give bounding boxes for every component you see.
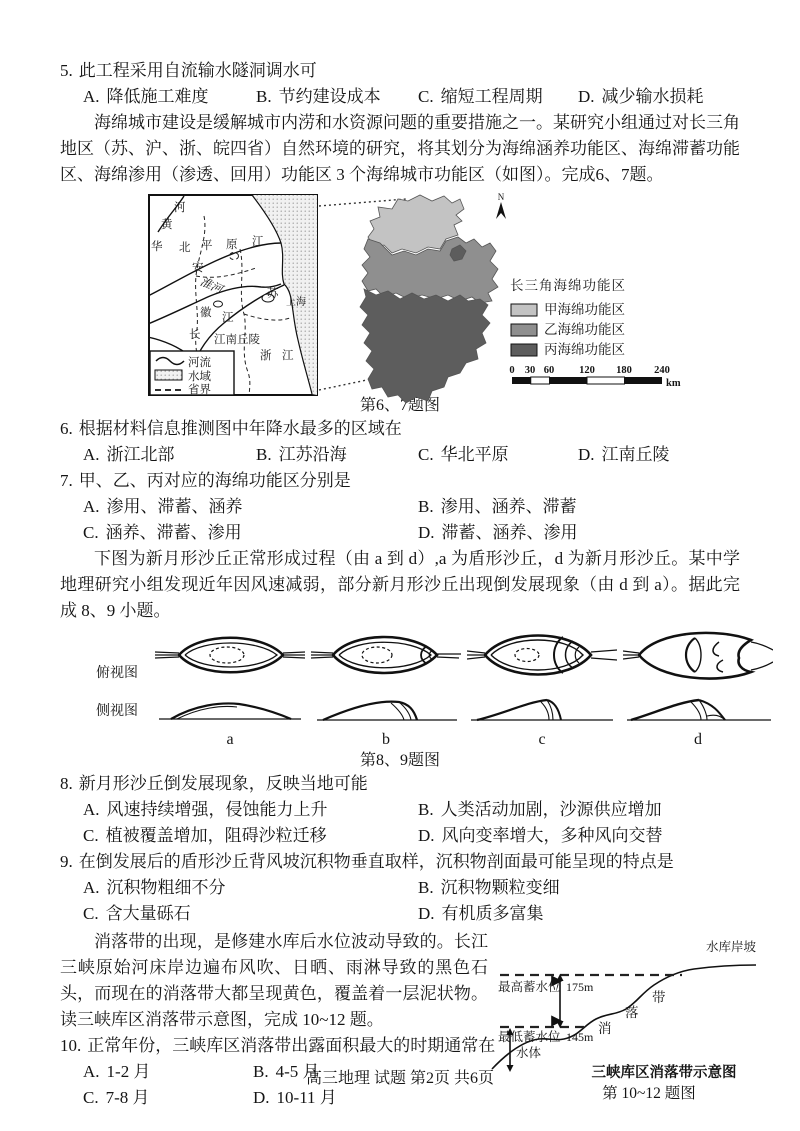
dune-c-side xyxy=(464,692,620,730)
option-b: B. 节约建设成本 xyxy=(256,87,381,106)
option-c: C. 植被覆盖增加，阻碍沙粒迁移 xyxy=(83,826,327,845)
figure-8-9-caption: 第8、9题图 xyxy=(359,752,440,769)
svg-text:60: 60 xyxy=(543,365,555,376)
question-9-options xyxy=(60,875,740,927)
label-an: 安 xyxy=(192,262,204,274)
yi-swatch xyxy=(510,323,538,337)
legend-item-bing: 丙海绵功能区 xyxy=(510,341,626,358)
dune-top-views xyxy=(96,626,740,692)
label-jiang-mid: 江 xyxy=(222,312,234,324)
option-d: D. 减少输水损耗 xyxy=(578,87,704,106)
label-hui: 徽 xyxy=(200,307,212,319)
option-c: C. 含大量砾石 xyxy=(83,904,191,923)
dune-letters xyxy=(96,730,740,750)
dune-c-top xyxy=(464,626,620,692)
label-ping: 平 xyxy=(201,240,213,252)
option-a: A. 风速持续增强，侵蚀能力上升 xyxy=(83,800,328,819)
inset-legend xyxy=(150,351,234,396)
label-chang: 长 xyxy=(189,329,201,341)
min-level-value: 145m xyxy=(566,1030,594,1044)
delta-zone-map xyxy=(348,191,518,416)
label-jiang-bot: 江 xyxy=(282,350,294,362)
svg-text:N: N xyxy=(497,192,505,202)
label-huang: 黄 xyxy=(161,219,173,231)
question-7-options xyxy=(60,494,740,546)
svg-text:240: 240 xyxy=(654,365,670,376)
svg-text:0: 0 xyxy=(509,365,515,376)
passage-sponge-city: 海绵城市建设是缓解城市内涝和水资源问题的重要措施之一。某研究小组通过对长三角地区（苏、沪、浙、皖四省）自然环境的研究，将其划分为海绵涵养功能区、海绵滞蓄功能区、海绵渗用（渗透、回用）功能区 3 个海绵城市功能区（如图）。完成6、7题。 xyxy=(60,113,740,184)
zone-legend-title: 长三角海绵功能区 xyxy=(510,278,626,293)
water-body-label: 水体 xyxy=(516,1046,542,1060)
passage-dunes: 下图为新月形沙丘正常形成过程（由 a 到 d）,a 为盾形沙丘，d 为新月形沙丘。某中学地理研究小组发现近年因风速减弱，部分新月形沙丘出现倒发展现象（由 d 到 a）。据此完成 8、9 小题。 xyxy=(60,549,740,620)
option-d: D. 江南丘陵 xyxy=(578,445,670,464)
min-level-label: 最低蓄水位 xyxy=(498,1030,561,1044)
option-c: C. 7-8 月 xyxy=(83,1088,150,1107)
question-5-stem: 5. 此工程采用自流输水隧洞调水可 xyxy=(60,61,317,80)
zone-char-1: 消 xyxy=(598,1021,612,1036)
option-d: D. 滞蓄、涵养、渗用 xyxy=(418,523,578,542)
option-a: A. 浙江北部 xyxy=(83,445,175,464)
label-jiangnan-hills: 江南丘陵 xyxy=(214,334,260,346)
figure-6-7-caption: 第6、7题图 xyxy=(359,397,440,414)
option-b: B. 人类活动加剧，沙源供应增加 xyxy=(418,800,662,819)
drawdown-zone-diagram xyxy=(484,929,784,1081)
bank-label: 水库岸坡 xyxy=(706,940,757,954)
zone-char-3: 带 xyxy=(652,990,666,1005)
option-d: D. 有机质多富集 xyxy=(418,904,544,923)
option-c: C. 华北平原 xyxy=(418,445,509,464)
dune-a-top xyxy=(152,626,308,692)
option-b: B. 渗用、涵养、滞蓄 xyxy=(418,497,577,516)
option-d: D. 风向变率增大，多种风向交替 xyxy=(418,826,663,845)
svg-text:180: 180 xyxy=(616,365,632,376)
option-c: C. 涵养、滞蓄、渗用 xyxy=(83,523,242,542)
figure-6-7 xyxy=(60,191,740,395)
option-a: A. 渗用、滞蓄、涵养 xyxy=(83,497,243,516)
label-shanghai: 上海 xyxy=(286,297,306,308)
question-number: 5. xyxy=(60,61,73,80)
dune-a-side xyxy=(152,692,308,730)
jia-swatch xyxy=(510,303,538,317)
figure-8-9 xyxy=(96,626,740,750)
scale-bar xyxy=(506,364,686,392)
option-b: B. 沉积物颗粒变细 xyxy=(418,878,560,897)
label-hua: 华 xyxy=(151,241,163,253)
top-view-label: 俯视图 xyxy=(96,666,138,681)
bing-swatch xyxy=(510,343,538,357)
dune-letter-c: c xyxy=(538,731,546,748)
passage-drawdown-zone: 消落带的出现，是修建水库后水位波动导致的。长江三峡原始河床岸边遍布风吹、日晒、雨淋导致的黑色石头，而现在的消落带大都呈现黄色，覆盖着一层泥状物。读三峡库区消落带示意图，完成 10~12 题。 xyxy=(60,932,488,1029)
svg-text:120: 120 xyxy=(579,365,595,376)
question-6-options xyxy=(60,442,740,468)
dune-d-side xyxy=(620,692,776,730)
lake-chaohu xyxy=(214,301,223,307)
label-bei: 北 xyxy=(179,242,191,254)
north-arrow-icon xyxy=(492,191,510,223)
option-a: A. 沉积物粗细不分 xyxy=(83,878,226,897)
label-su: 苏 xyxy=(267,288,279,300)
label-huai-river: 淮河 xyxy=(198,276,224,297)
zone-legend xyxy=(510,277,626,361)
question-5-options xyxy=(60,84,740,110)
dune-letter-d: d xyxy=(694,731,702,748)
label-zhe: 浙 xyxy=(260,350,272,362)
option-c: C. 缩短工程周期 xyxy=(418,87,543,106)
inset-location-map xyxy=(148,194,318,396)
question-7-stem: 7. 甲、乙、丙对应的海绵功能区分别是 xyxy=(60,471,351,490)
option-a: A. 1-2 月 xyxy=(83,1062,151,1081)
zone-bing xyxy=(360,289,490,403)
scale-ticks xyxy=(509,365,670,376)
question-6-stem: 6. 根据材料信息推测图中年降水最多的区域在 xyxy=(60,419,402,438)
inset-legend-border: 省界 xyxy=(188,384,211,396)
option-b: B. 4-5 月 xyxy=(253,1062,320,1081)
svg-text:30: 30 xyxy=(524,365,536,376)
dune-b-top xyxy=(308,626,464,692)
option-b: B. 江苏沿海 xyxy=(256,445,347,464)
question-9-stem: 9. 在倒发展后的盾形沙丘背风坡沉积物垂直取样，沉积物剖面最可能呈现的特点是 xyxy=(60,852,674,871)
water-symbol xyxy=(155,370,182,380)
page-footer: 高三地理 试题 第2页 共6页 xyxy=(305,1070,494,1087)
zone-char-2: 落 xyxy=(625,1005,639,1020)
side-view-label: 侧视图 xyxy=(96,704,138,719)
label-jiang-top: 江 xyxy=(252,236,264,248)
scale-unit: km xyxy=(666,378,681,389)
label-he: 河 xyxy=(174,202,186,214)
dune-b-side xyxy=(308,692,464,730)
legend-item-yi: 乙海绵功能区 xyxy=(510,321,626,338)
dune-side-views xyxy=(96,692,740,730)
legend-item-jia: 甲海绵功能区 xyxy=(510,301,626,318)
dune-d-top xyxy=(620,626,776,692)
max-level-label: 最高蓄水位 xyxy=(498,980,561,994)
label-yuan: 原 xyxy=(226,239,238,251)
inset-legend-water: 水域 xyxy=(188,371,211,383)
max-level-value: 175m xyxy=(566,980,594,994)
question-8-stem: 8. 新月形沙丘倒发展现象，反映当地可能 xyxy=(60,774,368,793)
dune-letter-a: a xyxy=(226,731,234,748)
question-8-options xyxy=(60,797,740,849)
inset-legend-river: 河流 xyxy=(188,357,211,369)
figure-10-12-title: 三峡库区消落带示意图 xyxy=(591,1065,737,1081)
dune-letter-b: b xyxy=(382,731,390,748)
option-a: A. 降低施工难度 xyxy=(83,87,209,106)
question-10-stem: 10. 正常年份，三峡库区消落带出露面积最大的时期通常在 xyxy=(60,1036,496,1055)
option-d: D. 10-11 月 xyxy=(253,1088,337,1107)
figure-10-12-caption: 第 10~12 题图 xyxy=(602,1085,696,1102)
